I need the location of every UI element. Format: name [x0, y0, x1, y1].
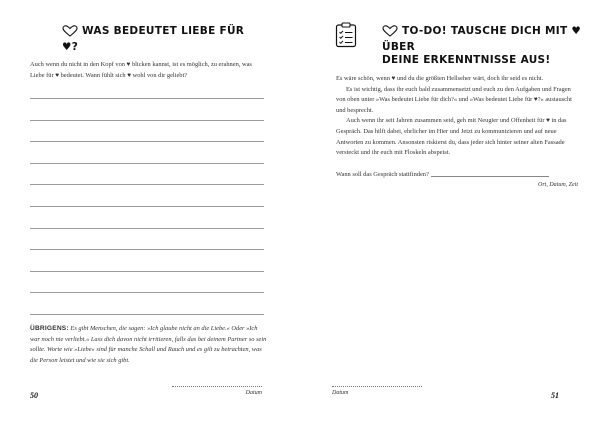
right-page — [300, 0, 600, 423]
writing-line[interactable] — [30, 163, 264, 164]
writing-line[interactable] — [30, 141, 264, 142]
page-number-right: 51 — [551, 391, 559, 400]
left-heading — [62, 25, 262, 54]
paragraph-1: Es wäre schön, wenn ♥ und du die größten Hellseher wärt, doch ihr seid es nicht. — [336, 75, 544, 82]
right-heading-line2: DEINE ERKENNTNISSE AUS! — [382, 54, 551, 66]
date-field-left[interactable] — [172, 386, 262, 396]
date-dotted-line[interactable] — [172, 386, 262, 387]
writing-line[interactable] — [30, 314, 264, 315]
writing-line[interactable] — [30, 184, 264, 185]
writing-line[interactable] — [30, 120, 264, 121]
right-heading-line1: TO-DO! TAUSCHE DICH MIT ♥ ÜBER — [382, 25, 582, 53]
right-body-text — [336, 74, 576, 159]
writing-line[interactable] — [30, 292, 264, 293]
left-intro-text: Auch wenn du nicht in den Kopf von ♥ blicken kannst, ist es möglich, zu erahnen, was Liebe für ♥ bedeutet. Wann fühlt sich ♥ wohl von dir geliebt? — [30, 61, 252, 79]
writing-line[interactable] — [30, 228, 264, 229]
writing-line[interactable] — [30, 206, 264, 207]
when-label: Wann soll das Gespräch stattfinden? — [336, 171, 429, 178]
date-field-right[interactable] — [332, 386, 422, 396]
paragraph-2: Es ist wichtig, dass ihr euch bald zusammensetzt und euch zu den Aufgaben und Fragen von oben unter »Was bedeutet Liebe für dich?« und »Was bedeutet Liebe für ♥?« austauscht und besprecht. — [336, 85, 572, 114]
tip-text: Es gibt Menschen, die sagen: »Ich glaube nicht an die Liebe.« Oder »Ich war noch nie verliebt.« Lass dich davon nicht irritieren, falls das bei deinem Partner so sein sollte. Worte wie »Liebe« sind für manche Schall und Rauch und es gilt zu betrachten, was die Person leistet und wie sie sich gibt. — [30, 325, 267, 364]
left-heading-text: WAS BEDEUTET LIEBE FÜR ♥? — [62, 25, 245, 53]
tip-box — [30, 324, 268, 366]
clipboard-checklist-icon — [335, 22, 357, 48]
when-input-line[interactable] — [431, 176, 549, 177]
writing-line[interactable] — [30, 249, 264, 250]
writing-line[interactable] — [30, 271, 264, 272]
page-number-left: 50 — [30, 391, 38, 400]
date-dotted-line[interactable] — [332, 386, 422, 387]
heart-outline-icon — [62, 25, 78, 41]
ort-datum-zeit-label: Ort, Datum, Zeit — [537, 182, 578, 188]
when-field[interactable] — [336, 171, 578, 178]
heart-outline-icon — [382, 25, 398, 41]
writing-line[interactable] — [30, 98, 264, 99]
date-label: Datum — [332, 390, 349, 396]
right-heading — [382, 25, 582, 67]
date-label: Datum — [245, 390, 262, 396]
paragraph-3: Auch wenn ihr seit Jahren zusammen seid, geh mit Neugier und Offenheit für ♥ in das Gespräch. Das hilft dabei, ehrlicher im Hier und Jetzt zu kommunizieren und auf neue Antworten zu kommen. Ansonsten riskierst du, dass jeder sich hinter seiner alten Fassade versteckt und ihr euch mit Floskeln abspeist. — [336, 117, 567, 157]
tip-label: ÜBRIGENS: — [30, 325, 69, 332]
writing-lines[interactable] — [30, 98, 264, 336]
